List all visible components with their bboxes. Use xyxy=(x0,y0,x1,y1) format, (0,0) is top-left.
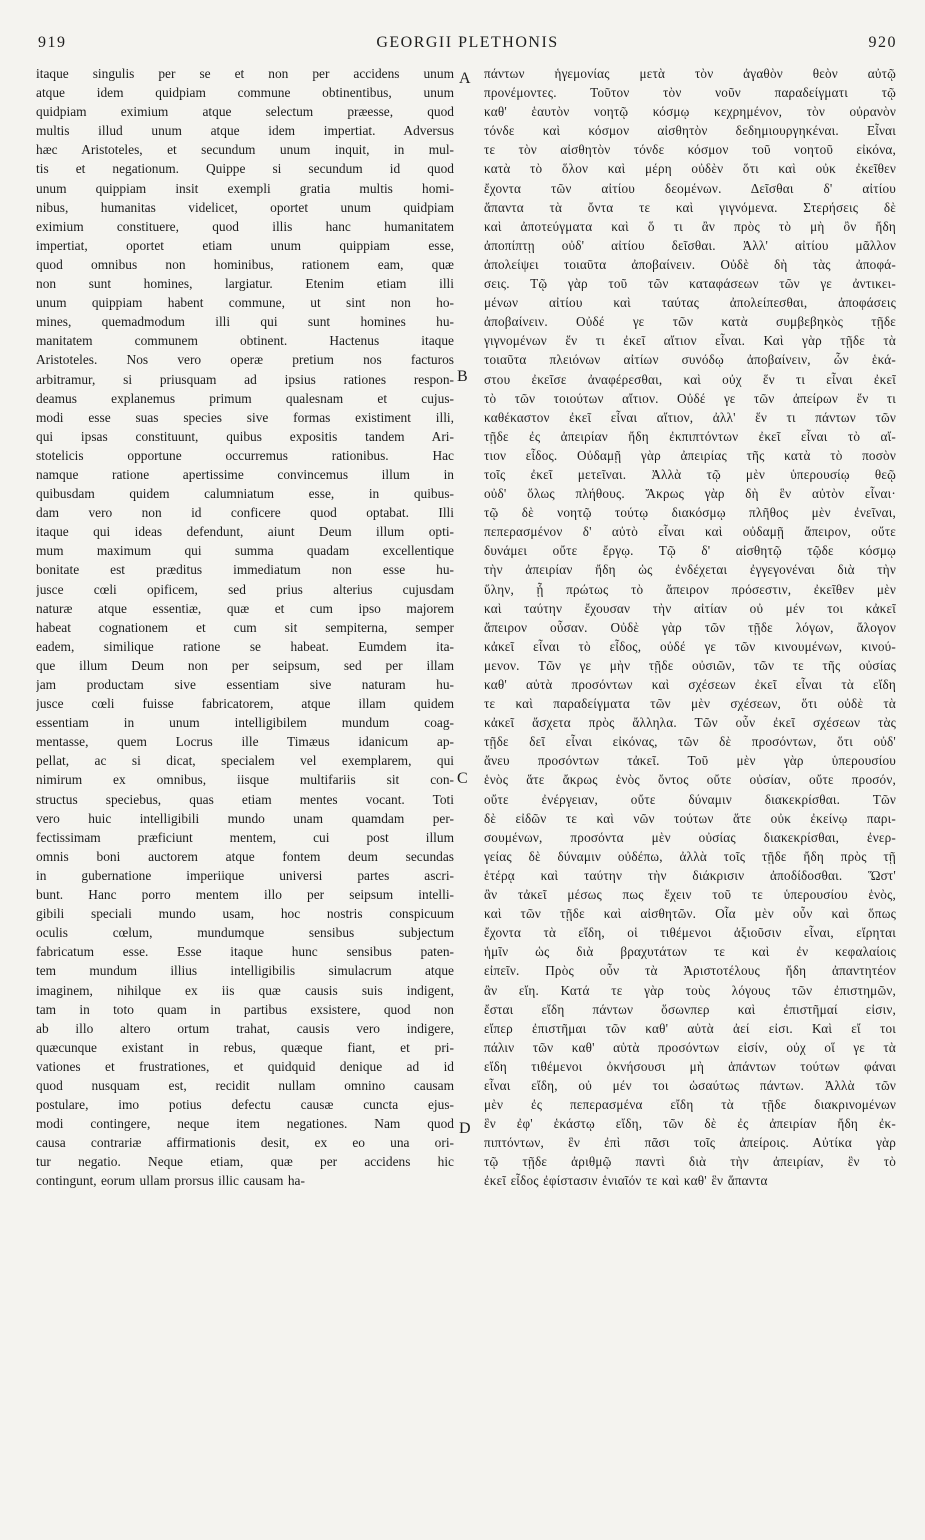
page-number-left: 919 xyxy=(38,34,67,51)
latin-text-line: itaque qui ideas defendunt, aiunt Deum illum opti- xyxy=(36,524,454,540)
latin-text-line: itaque singulis per se et non per accidens unum xyxy=(36,66,454,81)
greek-text-line: ἀπολείψει τοιαῦτα ἀποβαίνειν. Οὐδὲ δὴ τὰς ἀποφά- xyxy=(484,256,896,272)
greek-text-line: μένων αἰτίου καὶ ταύτας ἀπολείπεσθαι, ἀποφάσεις xyxy=(484,295,896,311)
latin-text-line: jusce cœli fuisse fabricatorem, atque illam quidem xyxy=(36,696,454,712)
greek-text-line: ἐκεῖ εἶδος ἐφίστασιν ἑνιαῖόν τε καὶ καθ' ἓν ἅπαντα xyxy=(484,1173,768,1189)
latin-text-line: multis illud unum atque idem impertiat. Adversus xyxy=(36,123,454,139)
latin-text-line: nimirum ex omnibus, iisque multifariis sit con- xyxy=(36,772,454,788)
greek-text-line: ἅπαντα τὰ ὄντα τε καὶ γιγνόμενα. Στερήσεις δὲ xyxy=(484,199,896,215)
greek-text-line: ἀποβαίνειν. Οὐδέ γε τῶν κατὰ συμβεβηκὸς τῇδε xyxy=(484,314,896,330)
greek-text-line: πεπερασμένον δ' αὐτὸ εἶναι καὶ οὐδαμῇ ἄπειρον, οὔτε xyxy=(484,524,896,540)
greek-text-line: τῇδε ἐς ἀπειρίαν ἤδη ἐκπιπτόντων ἐκεῖ εἶναι τὸ αἴ- xyxy=(484,428,896,444)
latin-text-line: oculis cœlum, mundumque sensibus subjectum xyxy=(36,925,454,941)
latin-text-line: in gubernatione imperiique universi partes ascri- xyxy=(36,867,454,883)
latin-text-line: atque idem quidpiam commune obtinentibus, unum xyxy=(36,85,454,101)
latin-text-line: fabricatum esse. Esse itaque hunc sensibus paten- xyxy=(36,944,454,960)
latin-text-line: quod nusquam est, recidit nullam omnino causam xyxy=(36,1077,454,1093)
greek-text-line: ἄνευ προσόντων τἀκεῖ. Τοῦ μὲν γὰρ ὑπερουσίου xyxy=(484,753,896,769)
latin-text-line: omnis boni auctorem atque fontem deum secundas xyxy=(36,848,454,864)
greek-text-line: στου ἐκεῖσε ἀναφέρεσθαι, καὶ οὐχ ἕν τι εἶναι ἐκεῖ xyxy=(484,371,896,387)
greek-text-line: ἂν εἴη. Κατά τε γὰρ τοὺς λόγους τῶν ἐπιστημῶν, xyxy=(484,982,896,998)
greek-text-line: εἰπεῖν. Πρὸς οὖν τὰ Ἀριστοτέλους ἤδη ἀπαντητέον xyxy=(484,963,896,979)
latin-text-line: eadem, similique ratione se habeat. Eumdem ita- xyxy=(36,638,454,654)
latin-text-line: vationes et frustrationes, et quidquid denique ad id xyxy=(36,1058,454,1074)
latin-text-line: hæc Aristoteles, et secundum unum inquit, in mul- xyxy=(36,142,454,158)
greek-text-line: καὶ ἀποτεύγματα καὶ ὅ τι ἂν πρὸς τὸ μὴ ὂν ἤδη xyxy=(484,218,896,234)
latin-text-line: stotelicis opportune occurremus rationibus. Hac xyxy=(36,447,454,463)
latin-text-line: tam in toto quam in partibus exsistere, quod non xyxy=(36,1001,454,1017)
greek-text-line: μενον. Τῶν γε μὴν τῇδε οὐσιῶν, τῶν τε τῆς οὐσίας xyxy=(484,657,896,673)
latin-text-line: jusce cœli opificem, sed prius alterius cujusdam xyxy=(36,581,454,597)
latin-text-line: postulare, imo potius defectu causæ cuncta ejus- xyxy=(36,1097,454,1113)
latin-text-line: quæcunque existant in rebus, quæque fiant, et pri- xyxy=(36,1039,454,1055)
latin-text-line: contingunt, eorum ullam prorsus illic causam ha- xyxy=(36,1173,305,1189)
latin-text-line: unum quippiam habent commune, ut sint non ho- xyxy=(36,295,454,311)
greek-text-line: ὕλην, ᾗ πρώτως τὸ ἄπειρον πρόσεστιν, ἐκεῖθεν μὲν xyxy=(484,581,896,597)
section-marker-a: A xyxy=(459,70,471,87)
latin-text-line: Aristoteles. Nos vero operæ pretium nos facturos xyxy=(36,352,454,368)
greek-text-line: τοιαῦτα πλειόνων αἰτίων συνόδῳ ἀποβαίνειν, ὧν ἑκά- xyxy=(484,352,896,368)
greek-text-line: εἴπερ ἐπιστῆμαι τῶν καθ' αὑτὰ ἀεί εἰσι. Καὶ εἴ τοι xyxy=(484,1020,896,1036)
greek-text-line: τῷ τῇδε ἀριθμῷ παντὶ διὰ τὴν ἀπειρίαν, ἓν τὸ xyxy=(484,1154,896,1170)
greek-text-line: μὲν ἐς πεπερασμένα εἴδη τὰ τῇδε διακρινομένων xyxy=(484,1097,896,1113)
latin-text-line: bunt. Hanc porro mentem illo per seipsum intelli- xyxy=(36,887,454,903)
latin-text-line: modi contingere, neque item negationes. Nam quod xyxy=(36,1116,454,1132)
latin-column xyxy=(36,64,454,1524)
greek-text-line: κατὰ τὸ ὅλον καὶ μέρη οὐδὲν ὅτι καὶ οὐκ ἐκεῖθεν xyxy=(484,161,896,177)
greek-text-line: καθέκαστον ἐκεῖ εἶναι αἴτιον, ἀλλ' ἕν τι πάντων τῶν xyxy=(484,409,896,425)
greek-text-line: πιπτόντων, ἓν ἐπὶ πᾶσι τοῖς ἀπείροις. Αὐτίκα γὰρ xyxy=(484,1135,896,1151)
greek-text-line: δὲ εἰδῶν τε καὶ νῶν τούτων ἅτε οὐκ ἐκείνῳ παρι- xyxy=(484,810,896,826)
greek-text-line: καθ' ἑαυτὸν νοητῷ κόσμῳ κεχρημένον, τὸν οὐρανὸν xyxy=(484,104,896,120)
greek-text-line: τοῖς ἐκεῖ μετεῖναι. Ἀλλὰ τῷ μὲν ὑπερουσίῳ θεῷ xyxy=(484,466,896,482)
greek-text-line: ἄπειρον οὖσαν. Οὐδὲ γὰρ τῶν τῇδε λόγων, ἄλογον xyxy=(484,619,896,635)
latin-text-line: causa contrariæ affirmationis desit, ex eo una ori- xyxy=(36,1135,454,1151)
latin-text-line: ab illo altero ortum trahat, causis vero indigere, xyxy=(36,1020,454,1036)
latin-text-line: qui ipsas constituunt, quibus expositis tandem Ari- xyxy=(36,428,454,444)
greek-text-line: ἔχοντα τὰ εἴδη, οἱ τιθέμενοι ἀξιοῦσιν εἶναι, εἴρηται xyxy=(484,925,896,941)
latin-text-line: essentiam in unum intelligibilem mundum coag- xyxy=(36,715,454,731)
latin-text-line: bonitate est præditus immediatum non esse hu- xyxy=(36,562,454,578)
greek-text-line: οὐδ' ὅλως πλήθους. Ἄκρως γὰρ δὴ ἓν αὐτὸν εἶναι· xyxy=(484,486,896,502)
greek-text-line: δυνάμει οὔτε ἔργῳ. Τῷ δ' αἰσθητῷ τῷδε κόσμῳ xyxy=(484,543,896,559)
latin-text-line: habeat cognationem et cum sit sempiterna, semper xyxy=(36,619,454,635)
latin-text-line: structus speciebus, quas etiam mentes vocant. Toti xyxy=(36,791,454,807)
greek-column xyxy=(484,64,896,1524)
greek-text-line: γείας δὲ δύναμιν οὐδέπω, ἀλλὰ τοῖς τῇδε ἤδη πρὸς τῇ xyxy=(484,848,896,864)
greek-text-line: ἀποπίπτῃ οὐδ' αἰτίου δεῖσθαι. Ἀλλ' αἰτίου μᾶλλον xyxy=(484,237,896,253)
greek-text-line: καὶ ταύτην ἔχουσαν τὴν αἰτίαν οὐ μέν τοι κἀκεῖ xyxy=(484,600,896,616)
latin-text-line: impertiat, oportet etiam unum quippiam esse, xyxy=(36,237,454,253)
latin-text-line: imaginem, nihilque ex iis quæ causis suis indigent, xyxy=(36,982,454,998)
greek-text-line: σουμένων, προσόντα μὲν οὐσίας διακεκρίσθαι, ἐνερ- xyxy=(484,829,896,845)
latin-text-line: naturæ atque essentiæ, quæ et cum ipso majorem xyxy=(36,600,454,616)
latin-text-line: quod omnibus non hominibus, rationem eam, quæ xyxy=(36,256,454,272)
latin-text-line: mentasse, quem Locrus ille Timæus idanicum ap- xyxy=(36,734,454,750)
latin-text-line: mines, quemadmodum illi qui sunt homines hu- xyxy=(36,314,454,330)
greek-text-line: κἀκεῖ εἶναι τὸ εἶδος, οὐδέ γε τῶν κινουμένων, κινού- xyxy=(484,638,896,654)
latin-text-line: jam productam sive essentiam sive naturam hu- xyxy=(36,677,454,692)
latin-text-line: modi esse suas species sive formas existiment illi, xyxy=(36,409,454,425)
section-marker-d: D xyxy=(459,1120,471,1137)
greek-text-line: ἔχοντα τῶν αἰτίου δεομένων. Δεῖσθαι δ' αἰτίου xyxy=(484,180,896,196)
greek-text-line: ἂν τἀκεῖ μέσως πως ἔχειν τοῦ τε ὑπερουσίου ἑνὸς, xyxy=(484,887,896,903)
greek-text-line: τε καὶ παραδείγματα τῶν μὲν σχέσεων, ὅτι οὐδὲ τὰ xyxy=(484,696,896,712)
greek-text-line: τῇδε δεῖ εἶναι εἰκόνας, τῶν δὲ προσόντων, ὅτι οὐδ' xyxy=(484,734,896,750)
latin-text-line: arbitramur, si priusquam ad ipsius rationes respon- xyxy=(36,371,454,387)
greek-text-line: τῷ δὲ νοητῷ τούτῳ διακόσμῳ πλῆθος μὲν ἐνεῖναι, xyxy=(484,505,896,521)
greek-text-line: ἔσται εἴδη πάντων ὅσωνπερ καὶ ἐπιστῆμαί εἰσιν, xyxy=(484,1001,896,1017)
latin-text-line: deamus explanemus primum qualesnam et cujus- xyxy=(36,390,454,406)
running-header xyxy=(38,34,897,60)
greek-text-line: τόνδε καὶ κόσμον αἰσθητὸν δεδημιουργηκέναι. Εἶναι xyxy=(484,123,896,139)
latin-text-line: quidpiam eximium atque selectum præesse, quod xyxy=(36,104,454,120)
greek-text-line: εἶναι εἴδη, οὐ μέν τοι ὡσαύτως πάντων. Ἀλλὰ τῶν xyxy=(484,1077,896,1093)
greek-text-line: πάλιν τῶν καθ' αὑτὰ προσόντων εἰσίν, οὐχ οἵ γε τὰ xyxy=(484,1039,896,1055)
greek-text-line: ἑνὸς ἅτε ἄκρως ἑνὸς ὄντος οὔτε οὐσίαν, οὔτε προσόν, xyxy=(484,772,896,788)
latin-text-line: fectissimam præficiunt mentem, cui post illum xyxy=(36,829,454,845)
latin-text-line: mum maximum qui summa quadam excellentique xyxy=(36,543,454,559)
greek-text-line: κἀκεῖ ἄσχετα πρὸς ἄλληλα. Τῶν οὖν ἐκεῖ σχέσεων τὰς xyxy=(484,715,896,731)
latin-text-line: gibili speciali mundo usam, hoc nostris conspicuum xyxy=(36,906,454,922)
latin-text-line: dam vero non id conficere quod optabat. Illi xyxy=(36,505,454,521)
section-marker-b: B xyxy=(457,368,468,385)
greek-text-line: τὸ τῶν τοιούτων αἴτιον. Οὐδέ γε τῶν ἀπείρων ἕν τι xyxy=(484,390,896,406)
section-marker-c: C xyxy=(457,770,468,787)
greek-text-line: τὴν ἀπειρίαν ἤδη ὡς ἐνδέχεται ἐγγεγονέναι διὰ τὴν xyxy=(484,562,896,578)
latin-text-line: eximium constituere, quod illis hanc humanitatem xyxy=(36,218,454,234)
latin-text-line: nibus, humanitas videlicet, oportet unum quidpiam xyxy=(36,199,454,215)
latin-text-line: que illum Deum non per seipsum, sed per illam xyxy=(36,657,454,673)
greek-text-line: ἑτέρᾳ καὶ ταύτην τὴν διάκρισιν ἀποδίδοσθαι. Ὥστ' xyxy=(484,867,896,883)
latin-text-line: tem mundum illius intelligibilis simulacrum atque xyxy=(36,963,454,979)
greek-text-line: καθ' αὑτὰ προσόντων καὶ σχέσεων ἐκεῖ εἶναι τὰ εἴδη xyxy=(484,677,896,692)
latin-text-line: tis et negationum. Quippe si secundum id quod xyxy=(36,161,454,177)
latin-text-line: namque ratione apertissime convincemus illum in xyxy=(36,466,454,482)
greek-text-line: ἡμῖν ὡς διὰ βραχυτάτων τε καὶ ἐν κεφαλαίοις xyxy=(484,944,896,960)
greek-text-line: γιγνομένων ἕν τι ἐκεῖ αἴτιον εἶναι. Καὶ γὰρ τῇδε τὰ xyxy=(484,333,896,349)
greek-text-line: τε τὸν αἰσθητὸν τόνδε κόσμον τοῦ νοητοῦ εἰκόνα, xyxy=(484,142,896,158)
greek-text-line: προνέμοντες. Τοῦτον τὸν νοῦν παραδείγματι τῷ xyxy=(484,85,896,101)
latin-text-line: vero huic intelligibili mundo unam quamdam per- xyxy=(36,810,454,826)
greek-text-line: σεις. Τῷ γὰρ τοῦ τῶν καταφάσεων τῶν γε ἀντικει- xyxy=(484,276,896,292)
latin-text-line: quibusdam quidem calumniatum esse, in quibus- xyxy=(36,486,454,502)
greek-text-line: οὔτε ἐνέργειαν, οὔτε δύναμιν διακεκρίσθαι. Τῶν xyxy=(484,791,896,807)
latin-text-line: manitatem communem obtinent. Hactenus itaque xyxy=(36,333,454,349)
latin-text-line: pellat, ac si dicat, specialem vel exemplarem, qui xyxy=(36,753,454,769)
running-title: GEORGII PLETHONIS xyxy=(376,34,559,51)
latin-text-line: unum quippiam insit exempli gratia multis homi- xyxy=(36,180,454,196)
page-number-right: 920 xyxy=(868,34,897,51)
greek-text-line: πάντων ἡγεμονίας μετὰ τὸν ἀγαθὸν θεὸν αὐτῷ xyxy=(484,66,896,81)
greek-text-line: εἴδη τιθέμενοι ὀκνήσουσι μὴ ἁπάντων τούτων φάναι xyxy=(484,1058,896,1074)
greek-text-line: καὶ τῶν τῇδε καὶ αἰσθητῶν. Οἷα μὲν οὖν καὶ ὅπως xyxy=(484,906,896,922)
greek-text-line: ἓν ἐφ' ἑκάστῳ εἴδη, τῶν δὲ ἐς ἀπειρίαν ἤδη ἐκ- xyxy=(484,1116,896,1132)
greek-text-line: τιον εἶδος. Οὐδαμῇ γὰρ ἀπειρίας τῆς κατὰ τὸ ποσὸν xyxy=(484,447,896,463)
latin-text-line: non sunt homines, largiatur. Etenim etiam illi xyxy=(36,276,454,292)
latin-text-line: tur negatio. Neque etiam, quæ per accidens hic xyxy=(36,1154,454,1170)
